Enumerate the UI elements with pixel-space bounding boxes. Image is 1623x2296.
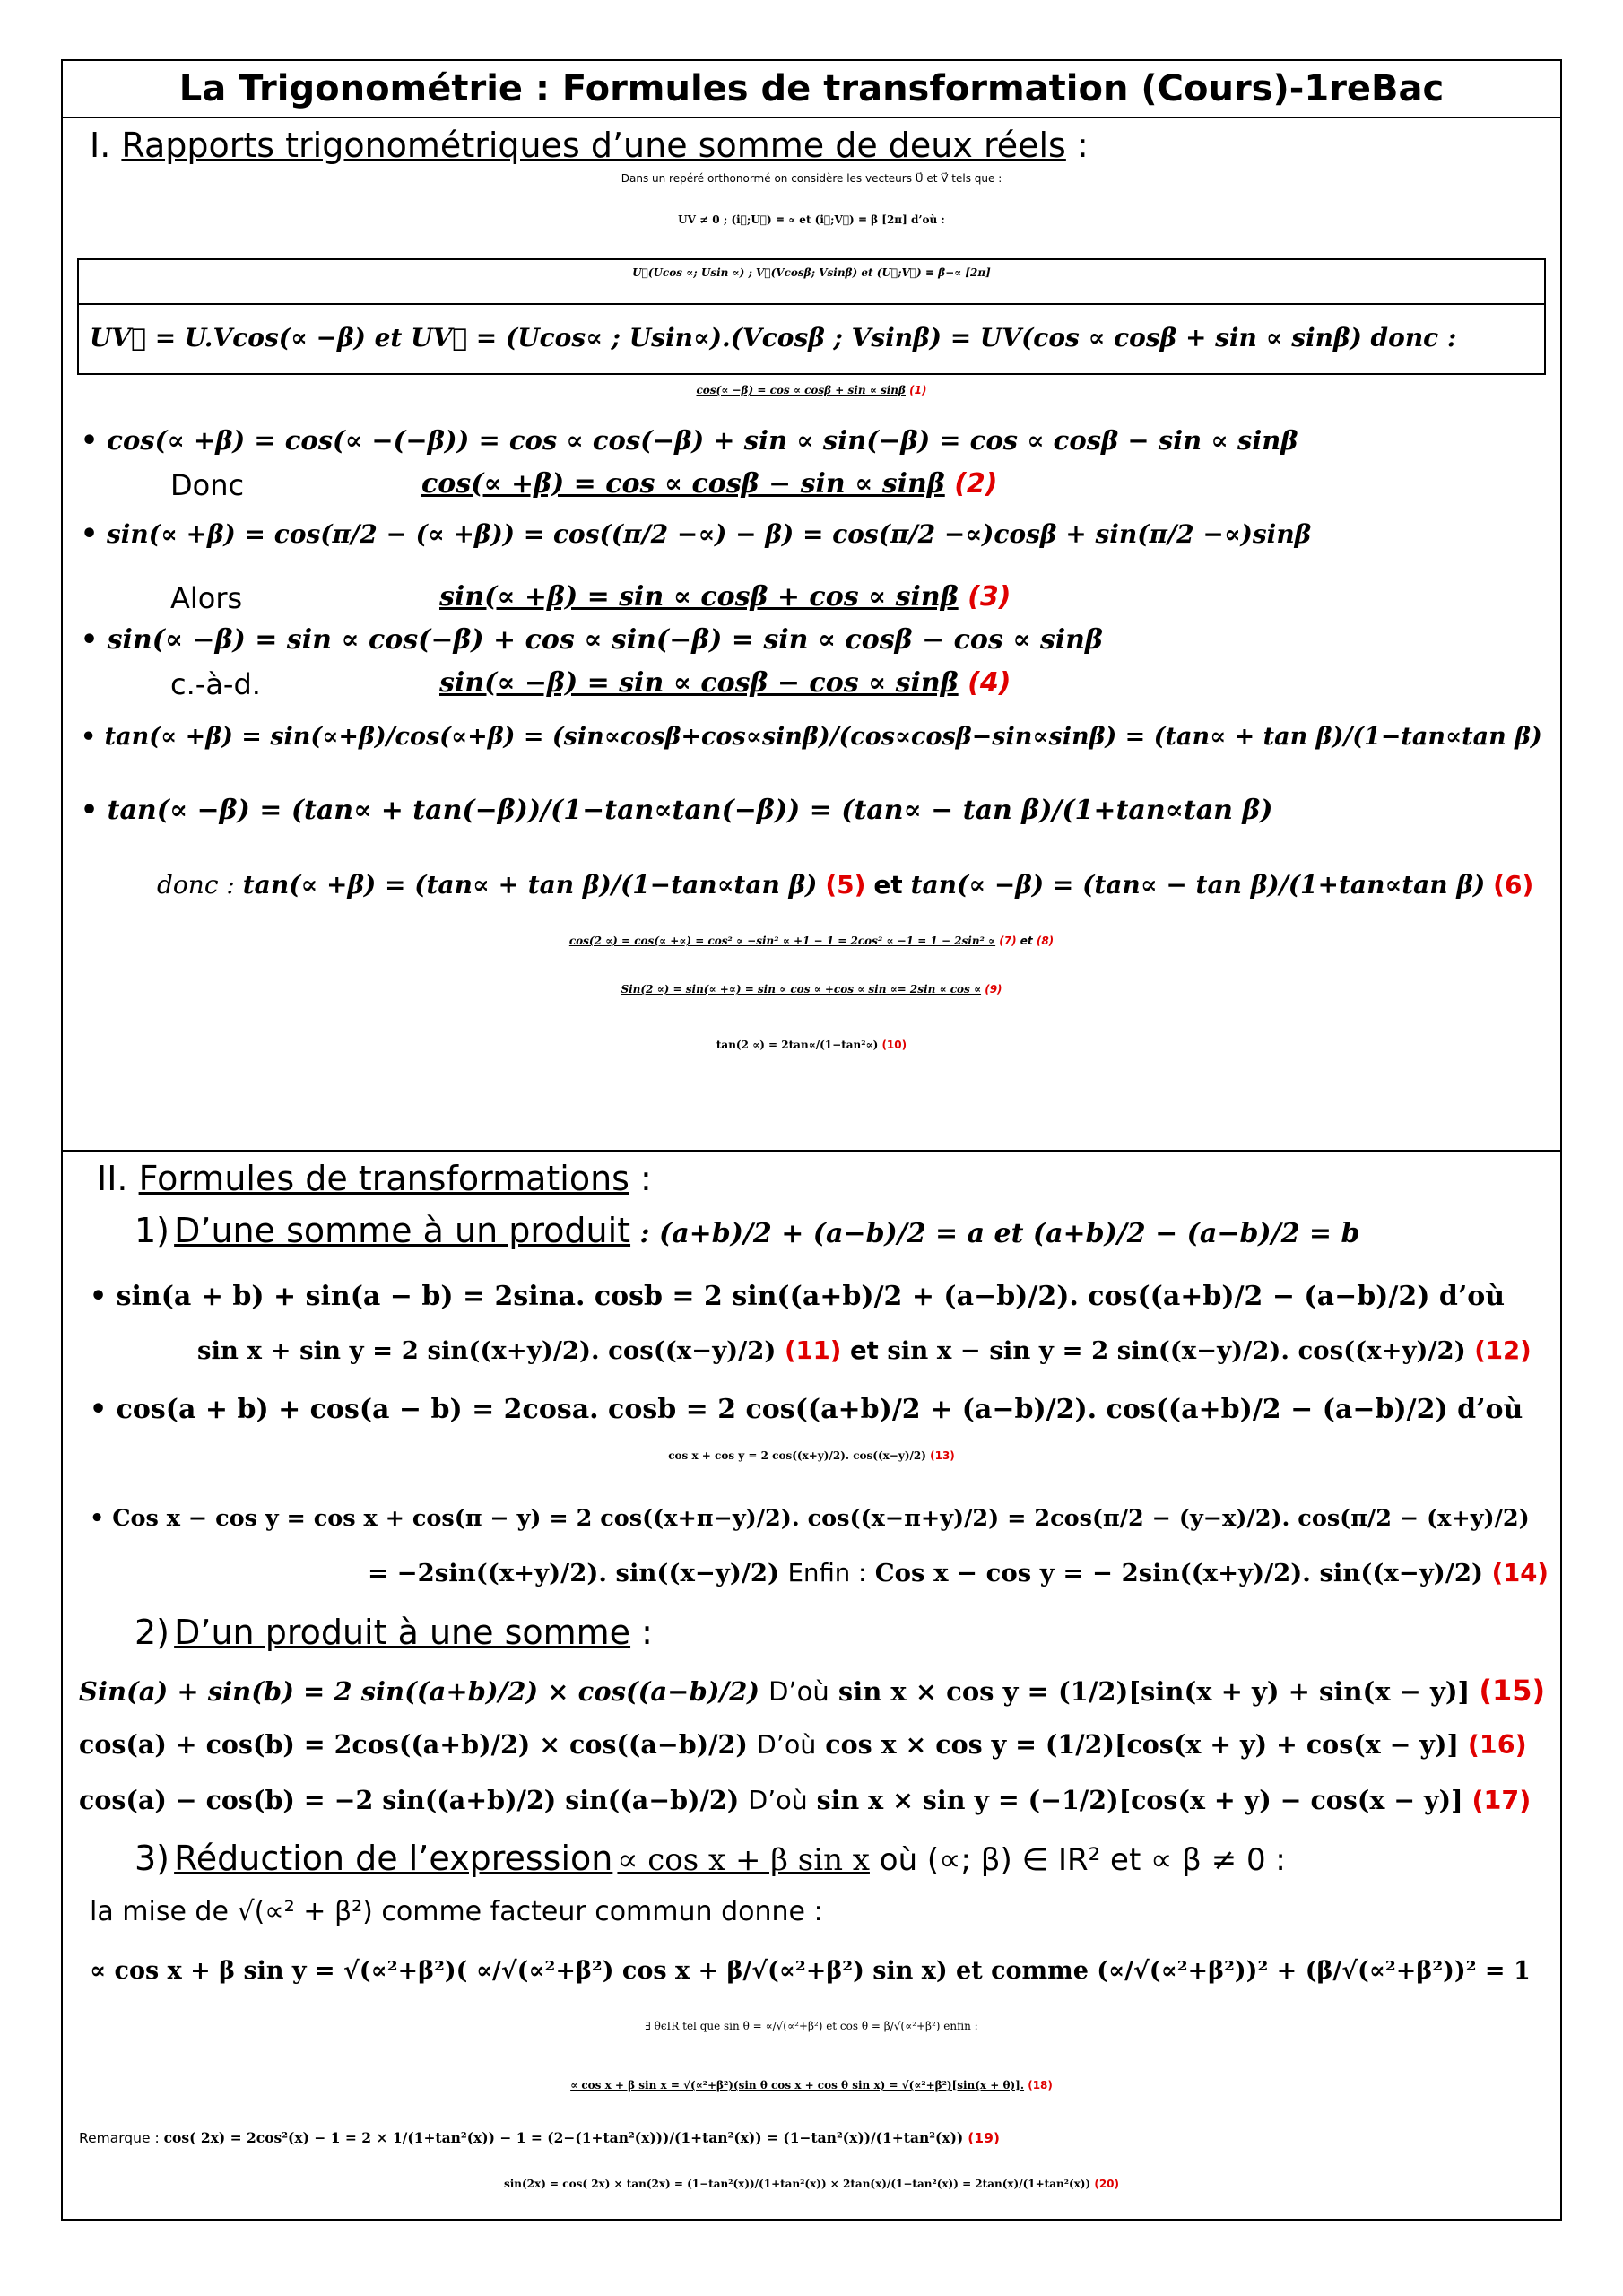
subsection-3-title: Réduction de l’expression <box>174 1839 613 1878</box>
formula-number: (12) <box>1474 1336 1532 1365</box>
subsection-3-expression: ∝ cos x + β sin x <box>617 1842 870 1878</box>
formula-number: (1) <box>909 384 927 396</box>
bullet-tan-sum <box>81 723 1542 751</box>
formula-13 <box>63 1449 1560 1462</box>
formula-20-text: sin(2x) = cos( 2x) × tan(2x) = (1−tan²(x))/(1+tan²(x)) × 2tan(x)/(1−tan²(x)) = 2tan(x)/(1+tan²(x)) <box>503 2178 1091 2190</box>
formula-number: (16) <box>1467 1730 1527 1760</box>
bullet-icon: • <box>81 624 99 656</box>
bullet-sin-sum-product-text: sin(a + b) + sin(a − b) = 2sina. cosb = 2 sin((a+b)/2 + (a−b)/2). cos((a+b)/2 − (a−b)/2) d’où <box>116 1281 1506 1312</box>
product-identity-cos-diff: cos(a) − cos(b) = −2 sin((a+b)/2) sin((a−b)/2) <box>79 1785 740 1815</box>
bullet-cos-sum-text: cos(∝ +β) = cos(∝ −(−β)) = cos ∝ cos(−β) + sin ∝ sin(−β) = cos ∝ cosβ − sin ∝ sinβ <box>107 425 1298 456</box>
formula-number: (15) <box>1479 1674 1546 1708</box>
formula-number: (9) <box>985 983 1002 996</box>
subsection-2-title: D’un produit à une somme <box>174 1613 631 1652</box>
product-identity-sin: Sin(a) + sin(b) = 2 sin((a+b)/2) × cos((a−b)/2) <box>79 1676 759 1707</box>
section-1 <box>63 117 1560 1152</box>
section-2-number: II. <box>97 1159 128 1198</box>
subsection-1-title: D’une somme à un produit <box>174 1211 631 1250</box>
bullet-cos-diff <box>90 1505 1530 1532</box>
cos-diff-result: = −2sin((x+y)/2). sin((x−y)/2) <box>368 1559 780 1587</box>
formulas-11-12 <box>197 1336 1532 1365</box>
formula-9 <box>63 983 1560 996</box>
formula-number: (3) <box>968 581 1011 613</box>
formula-16: cos x × cos y = (1/2)[cos(x + y) + cos(x − y)] <box>825 1729 1459 1760</box>
product-identity-cos: cos(a) + cos(b) = 2cos((a+b)/2) × cos((a−b)/2) <box>79 1729 748 1760</box>
bullet-sin-sum-product <box>90 1281 1505 1312</box>
bullet-sin-diff-text: sin(∝ −β) = sin ∝ cos(−β) + cos ∝ sin(−β) = sin ∝ cosβ − cos ∝ sinβ <box>107 624 1103 656</box>
remarque-label: Remarque <box>79 2130 151 2146</box>
label-et: et <box>849 1336 879 1365</box>
formula-number: (13) <box>930 1449 955 1462</box>
formula-20 <box>63 2178 1560 2190</box>
vector-box-2 <box>77 303 1546 375</box>
formula-15: sin x × cos y = (1/2)[sin(x + y) + sin(x − y)] <box>838 1676 1471 1707</box>
tan-summary <box>157 870 1533 900</box>
product-row-16 <box>79 1729 1527 1760</box>
formula-4-text: sin(∝ −β) = sin ∝ cosβ − cos ∝ sinβ <box>439 667 959 699</box>
label-donc: Donc <box>170 468 245 502</box>
document-frame <box>61 59 1562 2221</box>
label-dou: D’où <box>756 1730 817 1760</box>
heading-colon: : <box>629 1159 652 1198</box>
bullet-tan-diff-text: tan(∝ −β) = (tan∝ + tan(−β))/(1−tan∝tan(−β)) = (tan∝ − tan β)/(1+tan∝tan β) <box>107 795 1273 826</box>
formula-number: (17) <box>1471 1786 1532 1815</box>
heading-colon: : <box>630 1613 653 1652</box>
intro-text: Dans un repéré orthonormé on considère les vecteurs U⃗ et V⃗ tels que : <box>621 172 1002 185</box>
bullet-icon: • <box>90 1394 108 1425</box>
formula-number: (2) <box>954 468 998 500</box>
bullet-tan-sum-text: tan(∝ +β) = sin(∝+β)/cos(∝+β) = (sin∝cosβ+cos∝sinβ)/(cos∝cosβ−sin∝sinβ) = (tan∝ + tan β)/(1−tan∝tan β) <box>104 723 1542 751</box>
bullet-icon: • <box>90 1281 108 1312</box>
label-enfin: Enfin : <box>787 1559 867 1587</box>
formula-number: (5) <box>825 870 866 900</box>
label-cad: c.-à-d. <box>170 667 261 701</box>
bullet-tan-diff <box>81 795 1273 826</box>
formula-3-text: sin(∝ +β) = sin ∝ cosβ + cos ∝ sinβ <box>439 581 959 613</box>
bullet-cos-sum <box>81 425 1298 457</box>
formula-number: (4) <box>968 667 1011 699</box>
heading-colon: : <box>150 2130 160 2146</box>
reduction-step-2: ∃ θϵIR tel que sin θ = ∝/√(∝²+β²) et cos θ = β/√(∝²+β²) enfin : <box>645 2020 978 2032</box>
formula-number: (11) <box>784 1336 842 1365</box>
hypothesis: UV ≠ 0 ; (i⃗;U⃗) ≡ ∝ et (i⃗;V⃗) ≡ β [2π] d’où : <box>678 213 945 226</box>
formula-11: sin x + sin y = 2 sin((x+y)/2). cos((x−y)/2) <box>197 1336 777 1365</box>
formula-3 <box>439 581 1011 613</box>
formula-number: (19) <box>968 2130 1000 2146</box>
formula-number: (18) <box>1028 2079 1053 2092</box>
subsection-3-condition: où (∝; β) ∈ IR² et ∝ β ≠ 0 : <box>869 1842 1286 1878</box>
subsection-number: 2) <box>135 1613 170 1652</box>
formula-number: (20) <box>1094 2178 1120 2190</box>
formula-12: sin x − sin y = 2 sin((x−y)/2). cos((x+y)/2) <box>887 1336 1466 1365</box>
formula-14-row <box>368 1559 1549 1587</box>
reduction-step-1: ∝ cos x + β sin y = √(∝²+β²)( ∝/√(∝²+β²) cos x + β/√(∝²+β²) sin x) et comme (∝/√(∝²+β²))² + (β/√(∝²+β²))² = 1 <box>90 1957 1531 1985</box>
factor-note: la mise de √(∝² + β²) comme facteur commun donne : <box>90 1896 823 1927</box>
formula-7-8-text: cos(2 ∝) = cos(∝ +∝) = cos² ∝ −sin² ∝ +1 − 1 = 2cos² ∝ −1 = 1 − 2sin² ∝ <box>568 935 996 947</box>
formula-2-text: cos(∝ +β) = cos ∝ cosβ − sin ∝ sinβ <box>421 468 945 500</box>
bullet-cos-sum-product-text: cos(a + b) + cos(a − b) = 2cosa. cosb = 2 cos((a+b)/2 + (a−b)/2). cos((a+b)/2 − (a−b)/2) d’où <box>116 1394 1523 1425</box>
product-row-17 <box>79 1785 1531 1815</box>
formula-13-text: cos x + cos y = 2 cos((x+y)/2). cos((x−y)/2) <box>668 1449 926 1462</box>
label-alors: Alors <box>170 581 243 615</box>
bullet-sin-sum <box>81 518 1311 550</box>
section-1-title: Rapports trigonométriques d’une somme de deux réels <box>121 126 1066 165</box>
formula-17: sin x × sin y = (−1/2)[cos(x + y) − cos(x − y)] <box>816 1785 1463 1815</box>
formula-number: (14) <box>1491 1559 1549 1587</box>
subsection-number: 1) <box>135 1211 170 1250</box>
bullet-icon: • <box>81 518 99 550</box>
formula-7-8 <box>63 935 1560 947</box>
formula-number: (10) <box>881 1039 907 1051</box>
formula-10 <box>63 1039 1560 1051</box>
bullet-sin-diff <box>81 624 1103 656</box>
page-title: La Trigonométrie : Formules de transformation (Cours)-1reBac <box>63 61 1560 118</box>
scalar-product: UV⃗ = U.Vcos(∝ −β) et UV⃗ = (Ucos∝ ; Usin∝).(Vcosβ ; Vsinβ) = UV(cos ∝ cosβ + sin ∝ sinβ) donc : <box>90 323 1457 352</box>
label-dou: D’où <box>748 1786 808 1815</box>
formula-1 <box>63 384 1560 396</box>
subsection-2-heading <box>135 1613 653 1652</box>
formula-19: cos( 2x) = 2cos²(x) − 1 = 2 × 1/(1+tan²(x)) − 1 = (2−(1+tan²(x)))/(1+tan²(x)) = (1−tan²(x))/(1+tan²(x)) <box>163 2129 964 2146</box>
bullet-icon: • <box>81 723 97 751</box>
formula-2 <box>421 468 997 500</box>
bullet-icon: • <box>81 795 99 826</box>
formula-5: tan(∝ +β) = (tan∝ + tan β)/(1−tan∝tan β) <box>242 870 818 900</box>
formula-number: (7) <box>999 935 1017 947</box>
formula-10-text: tan(2 ∝) = 2tan∝/(1−tan²∝) <box>716 1039 879 1051</box>
subsection-number: 3) <box>135 1839 170 1878</box>
bullet-cos-sum-product <box>90 1394 1523 1425</box>
section-1-heading <box>90 126 1089 165</box>
formula-18-text: ∝ cos x + β sin x = √(∝²+β²)(sin θ cos x + cos θ sin x) = √(∝²+β²)[sin(x + θ)]. <box>570 2079 1025 2092</box>
label-dou: D’où <box>768 1676 829 1707</box>
formula-1-text: cos(∝ −β) = cos ∝ cosβ + sin ∝ sinβ <box>696 384 906 396</box>
heading-colon: : <box>1065 126 1089 165</box>
section-2 <box>63 1150 1560 2217</box>
vector-coordinates: U⃗(Ucos ∝; Usin ∝) ; V⃗(Vcosβ; Vsinβ) et (U⃗;V⃗) ≡ β−∝ [2π] <box>632 266 991 279</box>
formula-4 <box>439 667 1011 699</box>
label-et: et <box>1016 935 1037 947</box>
label-donc-tan: donc : <box>157 870 235 900</box>
section-2-heading <box>97 1159 652 1198</box>
bullet-cos-diff-text: Cos x − cos y = cos x + cos(π − y) = 2 cos((x+π−y)/2). cos((x−π+y)/2) = 2cos(π/2 − (y−x)/2). cos(π/2 − (x+y)/2) <box>112 1505 1530 1532</box>
section-1-number: I. <box>90 126 111 165</box>
formula-6: tan(∝ −β) = (tan∝ − tan β)/(1+tan∝tan β) <box>910 870 1486 900</box>
bullet-sin-sum-text: sin(∝ +β) = cos(π/2 − (∝ +β)) = cos((π/2 −∝) − β) = cos(π/2 −∝)cosβ + sin(π/2 −∝)sinβ <box>106 519 1312 549</box>
bullet-icon: • <box>90 1505 105 1532</box>
formula-14: Cos x − cos y = − 2sin((x+y)/2). sin((x−y)/2) <box>874 1559 1484 1587</box>
bullet-icon: • <box>81 425 99 457</box>
formula-9-text: Sin(2 ∝) = sin(∝ +∝) = sin ∝ cos ∝ +cos ∝ sin ∝= 2sin ∝ cos ∝ <box>621 983 982 996</box>
formula-number: (6) <box>1493 870 1534 900</box>
product-row-15 <box>79 1674 1545 1708</box>
subsection-1-identity: : (a+b)/2 + (a−b)/2 = a et (a+b)/2 − (a−b)/2 = b <box>630 1218 1360 1249</box>
vector-box-1 <box>77 258 1546 305</box>
subsection-1-heading <box>135 1211 1359 1250</box>
section-2-title: Formules de transformations <box>138 1159 629 1198</box>
label-et: et <box>873 870 903 900</box>
formula-number: (8) <box>1036 935 1055 947</box>
remarque-row <box>79 2129 1000 2146</box>
subsection-3-heading <box>135 1839 1286 1878</box>
formula-18 <box>63 2079 1560 2092</box>
